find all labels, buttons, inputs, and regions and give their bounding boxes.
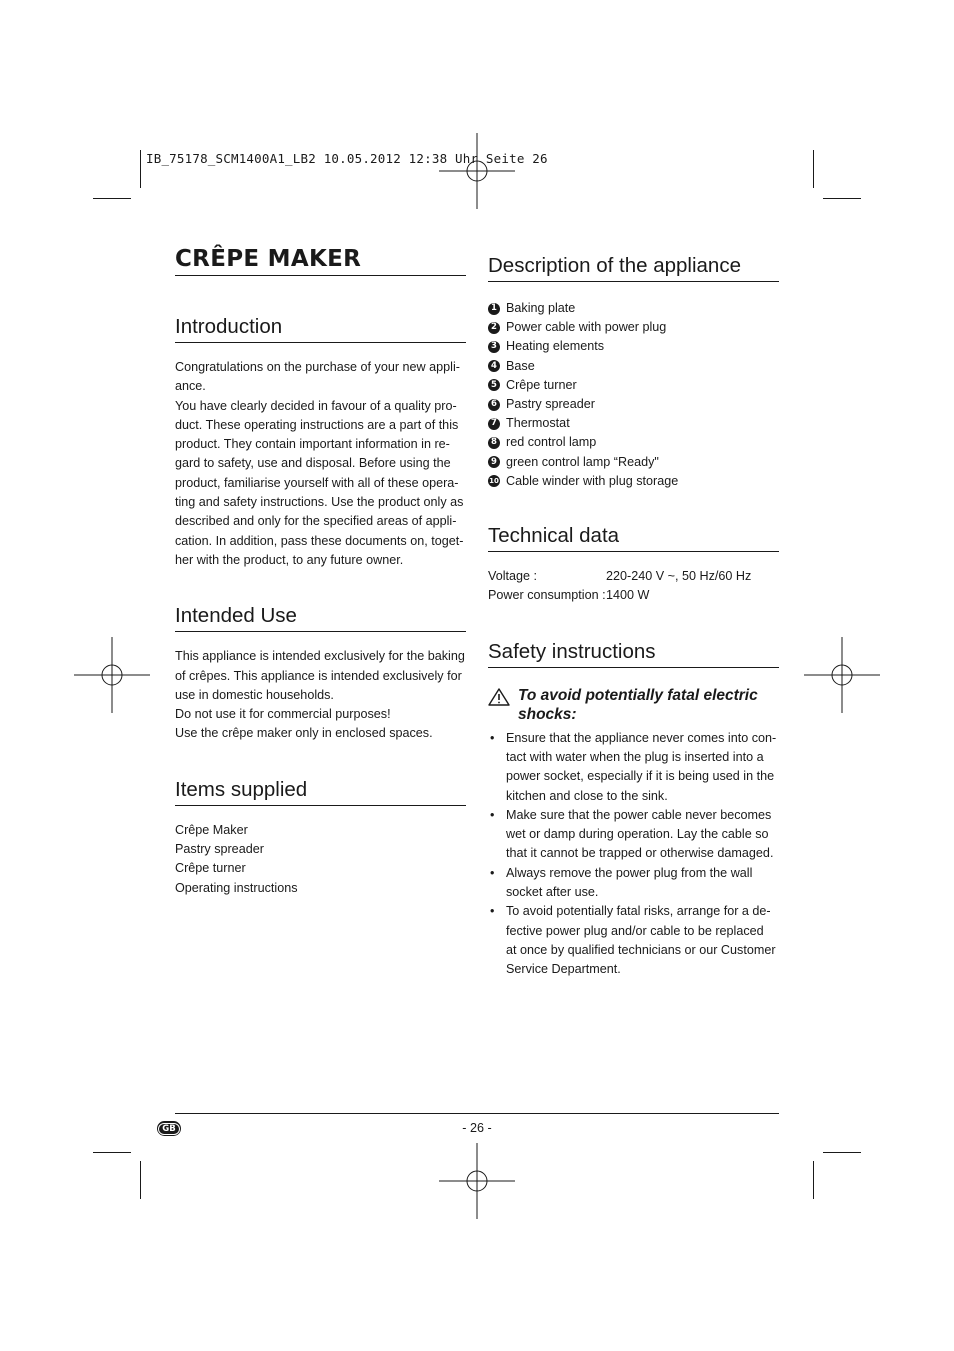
- list-item: 1 Baking plate: [488, 299, 779, 318]
- list-item: Crêpe turner: [175, 861, 246, 876]
- part-number: 5: [488, 379, 500, 391]
- description-heading: Description of the appliance: [488, 252, 779, 282]
- part-number: 2: [488, 322, 500, 334]
- intended-use-text: This appliance is intended exclusively for the baking of crêpes. This appliance is intended exclusively for use in domestic households. Do not use it for commercial purposes! Use the crêpe maker only in enclosed spaces.: [175, 649, 465, 741]
- list-item: 2 Power cable with power plug: [488, 318, 779, 337]
- list-item: 6 Pastry spreader: [488, 395, 779, 414]
- list-item: 4 Base: [488, 357, 779, 376]
- technical-data-heading: Technical data: [488, 522, 779, 552]
- list-item: Pastry spreader: [175, 842, 264, 857]
- list-item: 3 Heating elements: [488, 337, 779, 356]
- list-item: • Ensure that the appliance never comes into con- tact with water when the plug is inserted into a power socket, especially if it is being used in the kitchen and close to the sink.: [488, 729, 779, 806]
- right-column: [488, 252, 779, 979]
- safety-heading: Safety instructions: [488, 638, 779, 668]
- part-number: 7: [488, 418, 500, 430]
- crop-mark: [823, 1152, 861, 1153]
- list-item: Crêpe Maker: [175, 822, 248, 837]
- table-row: Voltage : 220-240 V ~, 50 Hz/60 Hz: [488, 569, 752, 584]
- items-supplied-heading: Items supplied: [175, 776, 466, 806]
- part-number: 3: [488, 341, 500, 353]
- list-item: Operating instructions: [175, 880, 298, 895]
- warning-triangle-icon: [488, 688, 510, 706]
- part-number: 9: [488, 456, 500, 468]
- part-number: 8: [488, 437, 500, 449]
- part-number: 6: [488, 399, 500, 411]
- page-title: CRÊPE MAKER: [175, 244, 466, 276]
- crop-mark: [813, 1161, 814, 1199]
- list-item: 5 Crêpe turner: [488, 376, 779, 395]
- list-item: • To avoid potentially fatal risks, arrange for a de- fective power plug and/or cable to be replaced at once by qualified technicians or our Customer Service Department.: [488, 902, 779, 979]
- print-slug: IB_75178_SCM1400A1_LB2 10.05.2012 12:38 Uhr Seite 26: [146, 151, 548, 166]
- list-item: 7 Thermostat: [488, 414, 779, 433]
- crop-mark: [140, 1161, 141, 1199]
- crop-mark: [140, 150, 141, 188]
- part-number: 4: [488, 360, 500, 372]
- introduction-heading: Introduction: [175, 313, 466, 343]
- registration-mark-icon: [74, 637, 150, 713]
- table-row: Power consumption : 1400 W: [488, 588, 650, 603]
- crop-mark: [813, 150, 814, 188]
- registration-mark-icon: [439, 1143, 515, 1219]
- list-item: 10 Cable winder with plug storage: [489, 473, 679, 488]
- technical-data-table: [488, 567, 751, 606]
- part-number: 1: [488, 303, 500, 315]
- registration-mark-icon: [804, 637, 880, 713]
- crop-mark: [93, 198, 131, 199]
- crop-mark: [93, 1152, 131, 1153]
- list-item: 8 red control lamp: [488, 433, 779, 452]
- list-item: • Always remove the power plug from the wall socket after use.: [488, 864, 779, 903]
- list-item: • Make sure that the power cable never becomes wet or damp during operation. Lay the cable so that it cannot be trapped or otherwise damaged.: [488, 806, 779, 864]
- intended-use-heading: Intended Use: [175, 602, 466, 632]
- crop-mark: [823, 198, 861, 199]
- registration-mark-icon: [439, 133, 515, 209]
- items-supplied-list: [175, 821, 466, 898]
- safety-list: [488, 729, 779, 980]
- part-number: 10: [488, 475, 500, 487]
- language-badge: GB: [157, 1121, 181, 1136]
- footer-rule: [175, 1113, 779, 1114]
- warning-heading: To avoid potentially fatal electric shocks:: [518, 686, 758, 723]
- page-number: - 26 -: [462, 1121, 492, 1135]
- introduction-text: Congratulations on the purchase of your new appli- ance. You have clearly decided in favour of a quality pro- duct. These operating instructions are a part of this product. They contain important information in re- gard to safety, use and disposal. Before using the product, familiarise yourself with all of these opera- ting and safety instructions. Use the product only as described and only for the specified areas of appli- cation. In addition, pass these documents on, toget- her with the product, to any future owner.: [175, 360, 464, 567]
- warning-block: [488, 686, 779, 724]
- left-column: [175, 244, 466, 898]
- list-item: 9 green control lamp “Ready": [488, 453, 779, 472]
- parts-list: [488, 299, 779, 491]
